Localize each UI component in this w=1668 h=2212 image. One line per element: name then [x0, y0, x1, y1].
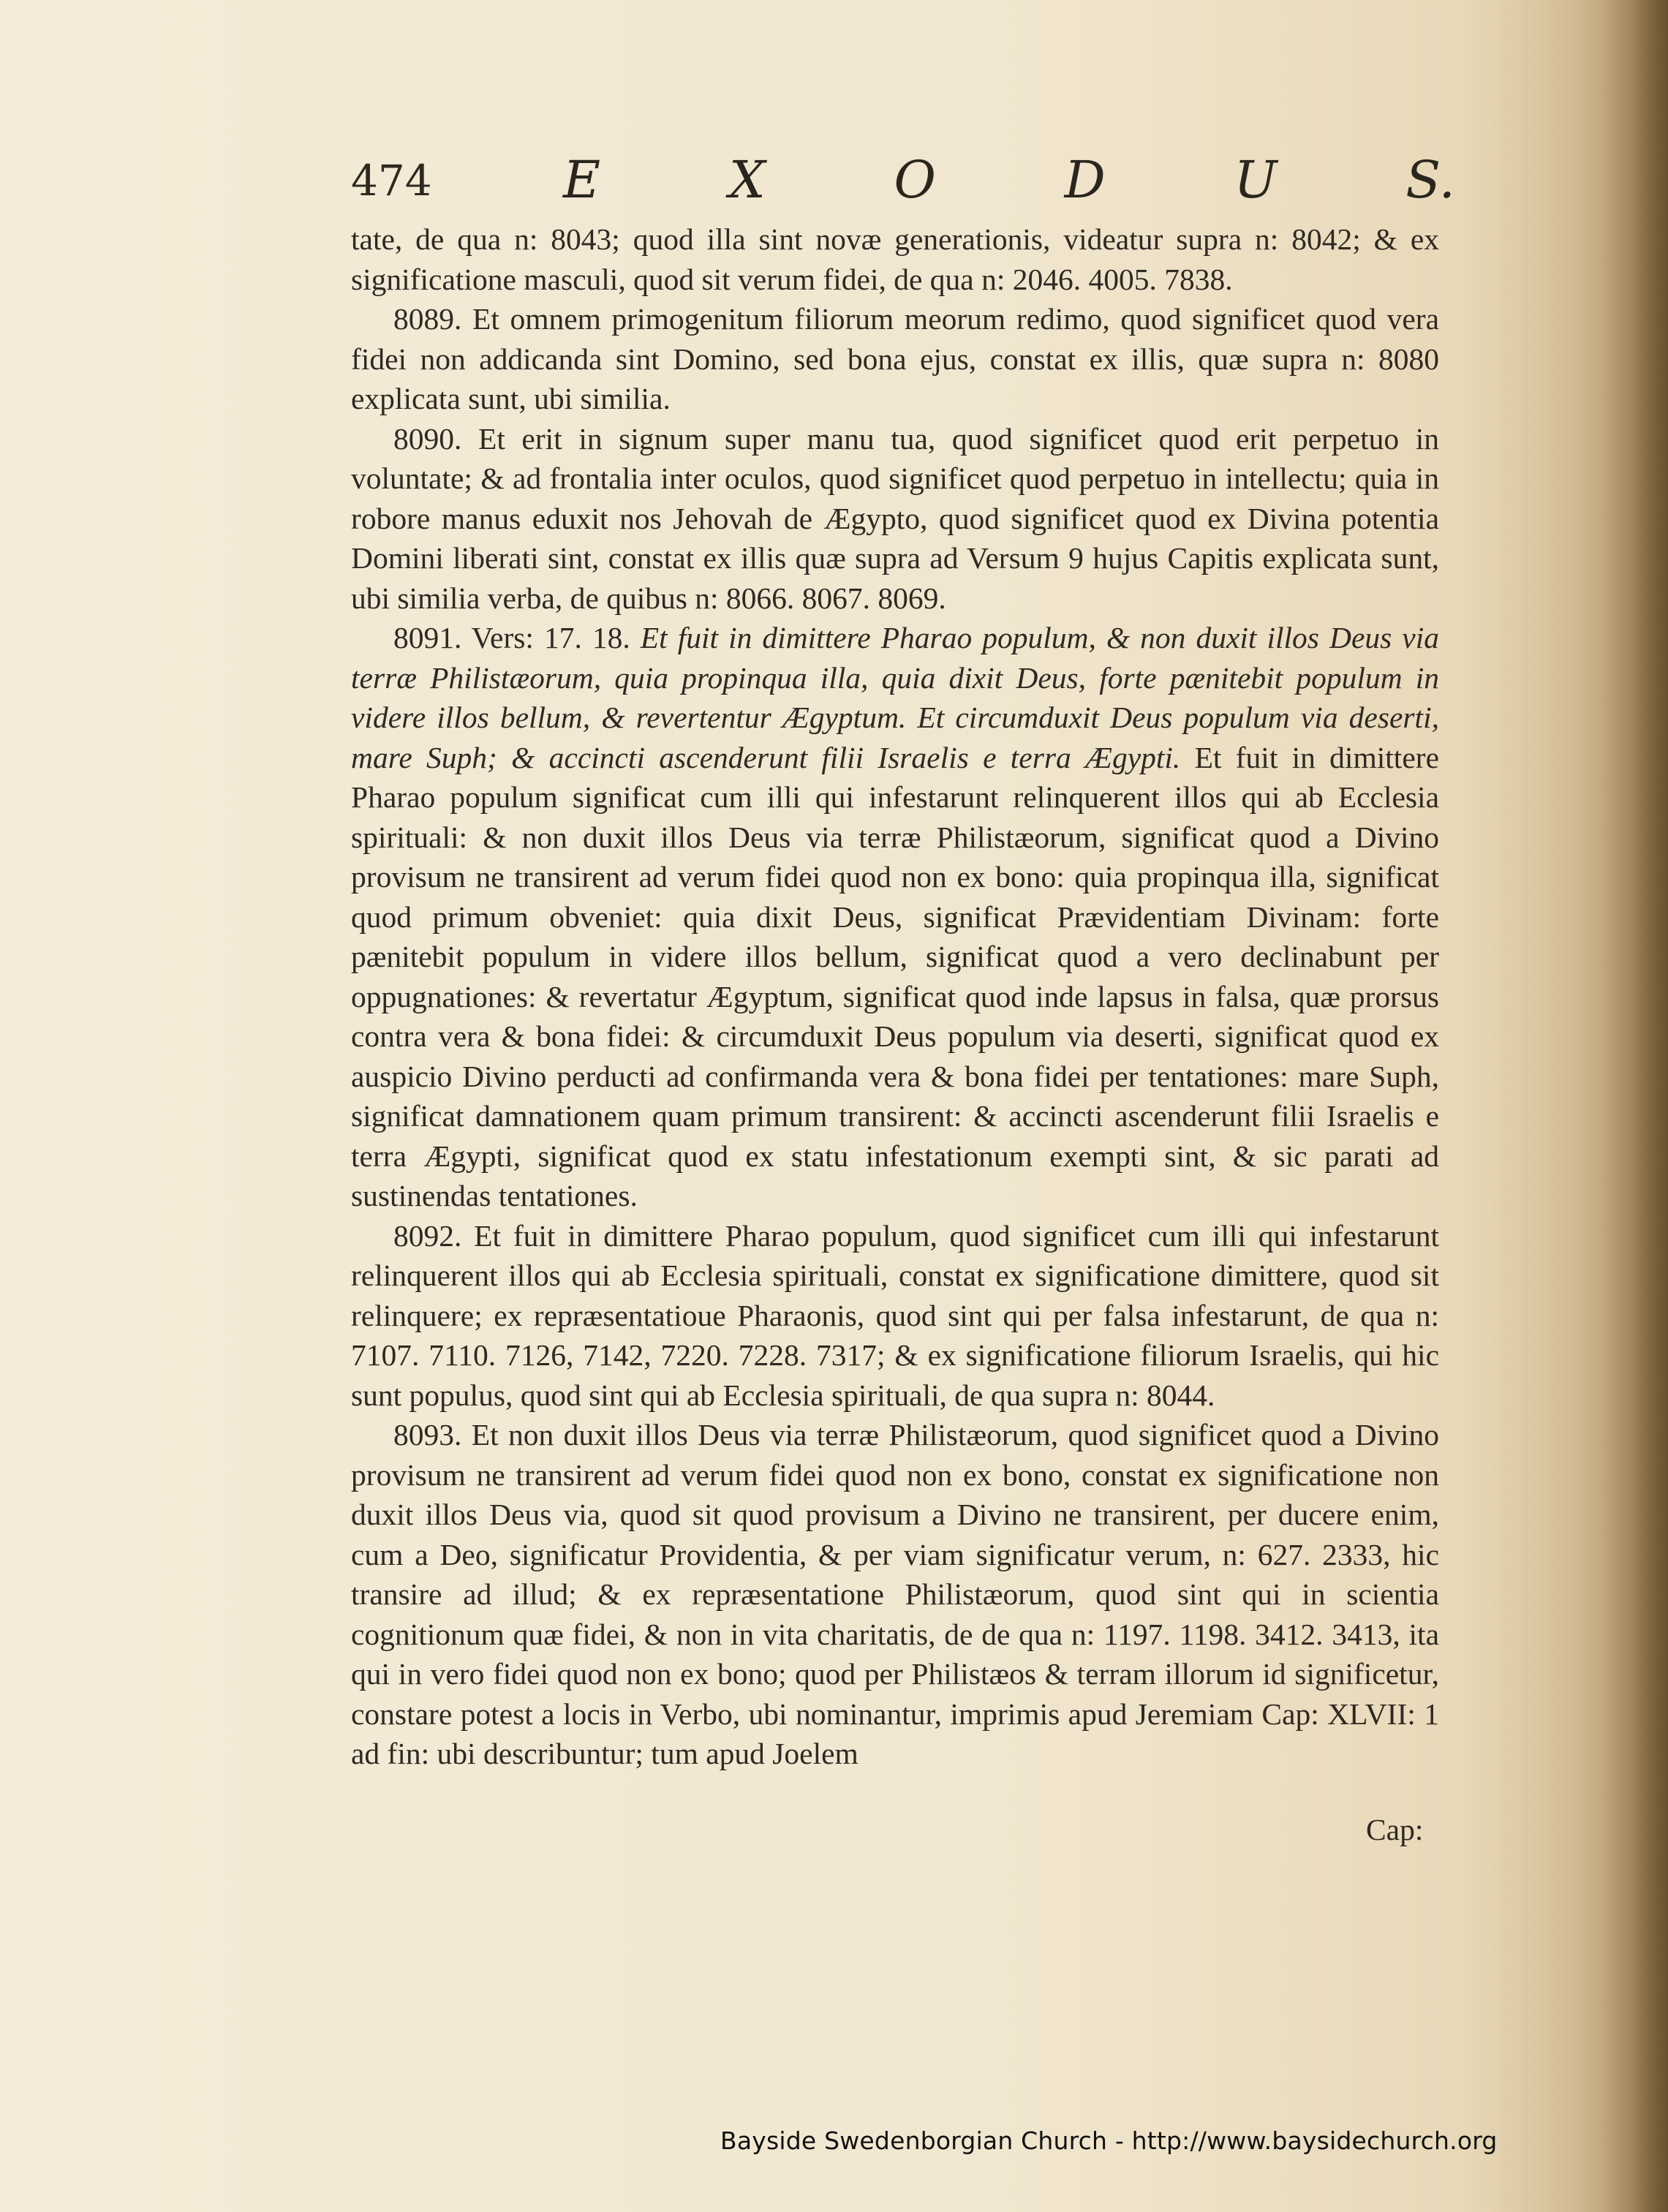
running-title-letter: X [728, 150, 766, 210]
running-title-letter: S. [1405, 150, 1455, 210]
paragraph-8093 [351, 1415, 1439, 1774]
running-title-letter: D [1064, 150, 1106, 210]
verse-reference: Vers: 17. 18. [471, 621, 630, 654]
running-title-letter: U [1234, 150, 1278, 210]
paragraph-text: Et non duxit illos Deus via terræ Philistæorum, quod significet quod a Divino provisum ne transirent ad verum fidei quod non ex bono, constat ex significatione non duxit illos Deus via, quod sit quod provisum a Divino ne transirent, per ducere enim, cum a Deo, significatur Providentia, & per viam significatur verum, n: 627. 2333, hic transire ad illud; & ex repræsentatione Philistæorum, quod sint qui in scientia cognitionum quæ fidei, & non in vita charitatis, de de qua n: 1197. 1198. 3412. 3413, ita qui in vero fidei quod non ex bono; quod per Philistæos & terram illorum id significetur, constare potest a locis in Verbo, ubi nominantur, imprimis apud Jeremiam Cap: XLVII: 1 ad fin: ubi describuntur; tum apud Joelem [351, 1418, 1440, 1770]
running-title [563, 150, 1455, 210]
paragraph-8090 [351, 419, 1439, 619]
watermark-footer: Bayside Swedenborgian Church - http://www.baysidechurch.org [720, 2126, 1498, 2155]
running-title-letter: O [894, 150, 936, 210]
paragraph-number: 8089. [393, 302, 462, 336]
page-edge-shadow [1573, 0, 1668, 2212]
paragraph-number: 8090. [393, 421, 462, 456]
page-header [351, 143, 1463, 208]
paragraph-text: Et fuit in dimittere Pharao populum significat cum illi qui infestarunt relinquerent illos qui ab Ecclesia spirituali: & non duxit illos Deus via terræ Philistæorum, significat quod a Divino provisum ne transirent ad verum fidei quod non ex bono: quia propinqua illa, significat quod primum obveniet: quia dixit Deus, significat Prævidentiam Divinam: forte pænitebit populum in videre illos bellum, significat quod a vero declinabunt per oppugnationes: & revertatur Ægyptum, significat quod inde lapsus in falsa, quæ prorsus contra vera & bona fidei: & circumduxit Deus populum via deserti, significat quod ex auspicio Divino perducti ad confirmanda vera & bona fidei per tentationes: mare Suph, significat damnationem quam primum transirent: & accincti ascenderunt filii Israelis e terra Ægypti, significat quod ex statu infestationum exempti sint, & sic parati ad sustinendas tentationes. [351, 740, 1439, 1212]
catchword: Cap: [1366, 1813, 1424, 1846]
paragraph-number: 8091. [393, 621, 462, 654]
paragraph-text: Et erit in signum super manu tua, quod significet quod erit perpetuo in voluntate; & ad frontalia inter oculos, quod significet quod perpetuo in intellectu; quia in robore manus eduxit nos Jehovah de Ægypto, quod significet quod ex Divina potentia Domini liberati sint, constat ex illis quæ supra ad Versum 9 hujus Capitis explicata sunt, ubi similia verba, de quibus n: 8066. 8067. 8069. [351, 421, 1439, 615]
page-number: 474 [351, 156, 432, 205]
paragraph-8091 [351, 618, 1439, 1216]
running-title-letter: E [563, 150, 601, 210]
paragraph-text: Et omnem primogenitum filiorum meorum redimo, quod significet quod vera fidei non addicanda sint Domino, sed bona ejus, constat ex illis, quæ supra n: 8080 explicata sunt, ubi similia. [351, 302, 1439, 415]
paragraph-text: Et fuit in dimittere Pharao populum, quod significet cum illi qui infestarunt relinquerent illos qui ab Ecclesia spirituali, constat ex significatione dimittere, quod sit relinquere; ex repræsentatioue Pharaonis, quod sint qui per falsa infestarunt, de qua n: 7107. 7110. 7126, 7142, 7220. 7228. 7317; & ex significatione filiorum Israelis, qui hic sunt populus, quod sint qui ab Ecclesia spirituali, de qua supra n: 8044. [351, 1218, 1439, 1412]
paragraph-8089 [351, 299, 1439, 419]
paragraph-number: 8093. [393, 1418, 462, 1452]
paragraph-number: 8092. [393, 1218, 462, 1253]
paragraph-8092 [351, 1216, 1439, 1416]
verse-quotation: Et fuit in dimittere Pharao populum, & non duxit illos Deus via terræ Philistæorum, quia propinqua illa, quia dixit Deus, forte pænitebit populum in videre illos bellum, & revertentur Ægyptum. Et circumduxit Deus populum via deserti, mare Suph; & accincti ascenderunt filii Israelis e terra Ægypti. [351, 621, 1439, 774]
body-text [351, 219, 1439, 1774]
paragraph-text: tate, de qua n: 8043; quod illa sint novæ generationis, videatur supra n: 8042; & ex significatione masculi, quod sit verum fidei, de qua n: 2046. 4005. 7838. [351, 222, 1439, 296]
paragraph-continuation [351, 219, 1439, 299]
